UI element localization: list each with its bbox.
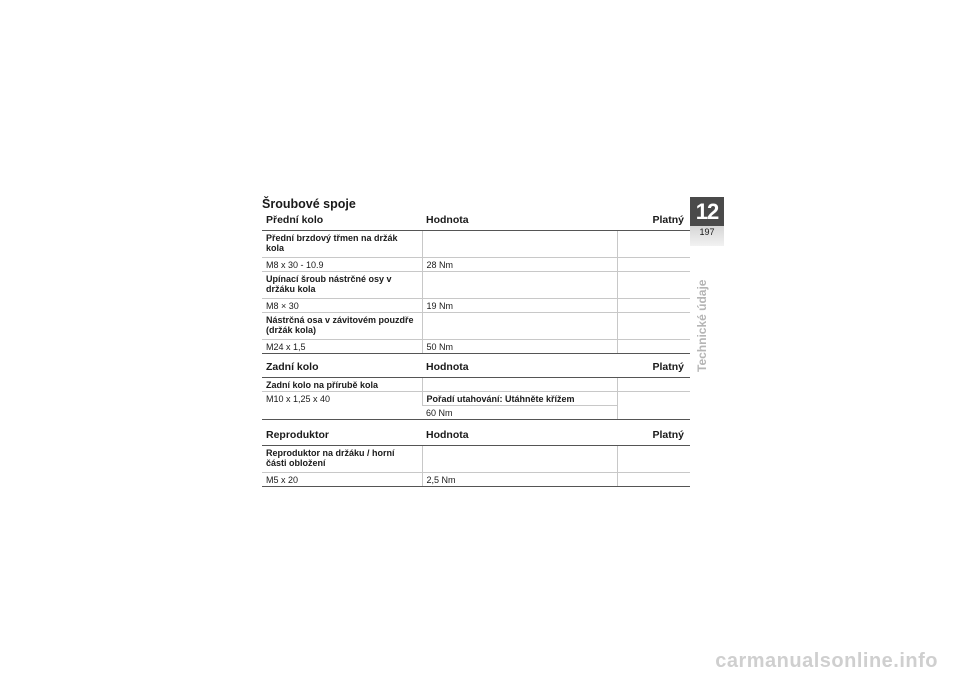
table-row (262, 392, 690, 406)
component-name: Upínací šroub nástrčné osy v držáku kola (262, 272, 422, 299)
column-header-component: Zadní kolo (262, 356, 422, 378)
front-wheel-table (262, 209, 690, 354)
torque-value: 28 Nm (422, 258, 617, 272)
thread-spec: M8 x 30 - 10.9 (262, 258, 422, 272)
table-header-row (262, 209, 690, 231)
table-row (262, 272, 690, 299)
column-header-valid: Platný (617, 356, 690, 378)
chapter-title: Technické údaje (695, 279, 709, 372)
thread-spec: M24 x 1,5 (262, 340, 422, 354)
component-name: Nástrčná osa v závitovém pouzdře (držák kola) (262, 313, 422, 340)
column-header-value: Hodnota (422, 424, 617, 446)
component-name: Reproduktor na držáku / horní části obložení (262, 446, 422, 473)
thread-spec: M5 x 20 (262, 473, 422, 487)
tightening-note: Pořadí utahování: Utáhněte křížem (422, 392, 617, 406)
thread-spec: M10 x 1,25 x 40 (262, 392, 422, 420)
column-header-valid: Platný (617, 424, 690, 446)
table-row (262, 378, 690, 392)
torque-value: 19 Nm (422, 299, 617, 313)
column-header-value: Hodnota (422, 356, 617, 378)
table-header-row (262, 424, 690, 446)
rear-wheel-table (262, 356, 690, 420)
section-title: Šroubové spoje (262, 197, 356, 211)
table-row (262, 473, 690, 487)
table-row (262, 299, 690, 313)
table-row (262, 231, 690, 258)
component-name: Přední brzdový třmen na držák kola (262, 231, 422, 258)
page-number: 197 (690, 226, 724, 246)
table-row (262, 258, 690, 272)
table-row (262, 313, 690, 340)
column-header-component: Přední kolo (262, 209, 422, 231)
thread-spec: M8 × 30 (262, 299, 422, 313)
watermark-text: carmanualsonline.info (715, 650, 938, 672)
column-header-component: Reproduktor (262, 424, 422, 446)
torque-value: 50 Nm (422, 340, 617, 354)
chapter-number: 12 (690, 197, 724, 226)
table-header-row (262, 356, 690, 378)
column-header-value: Hodnota (422, 209, 617, 231)
column-header-valid: Platný (617, 209, 690, 231)
table-row (262, 340, 690, 354)
component-name: Zadní kolo na přírubě kola (262, 378, 422, 392)
speaker-table (262, 424, 690, 487)
table-row (262, 446, 690, 473)
torque-value: 60 Nm (422, 406, 617, 420)
torque-value: 2,5 Nm (422, 473, 617, 487)
